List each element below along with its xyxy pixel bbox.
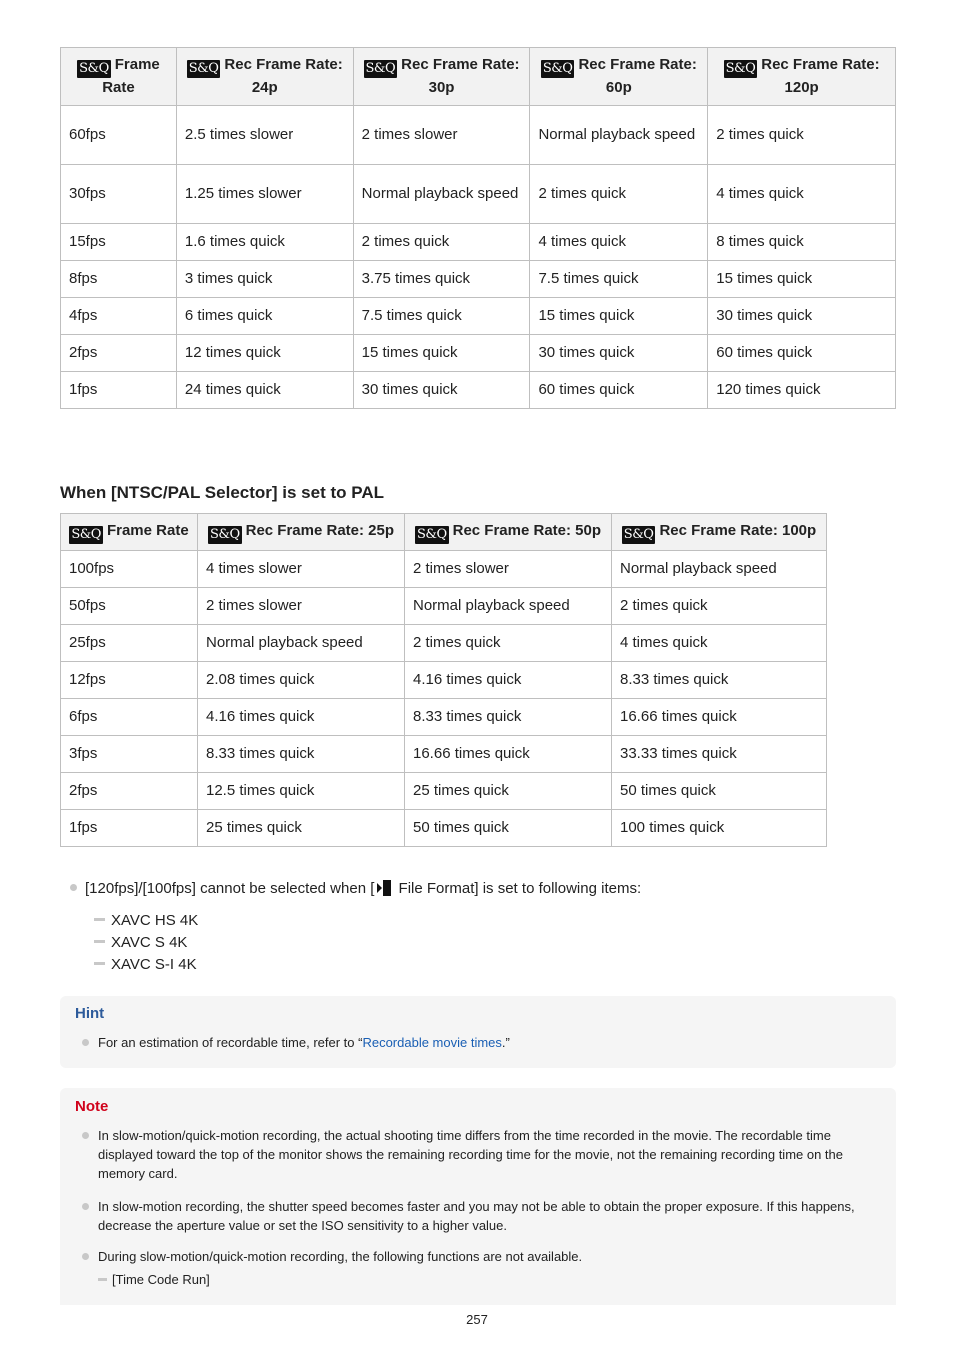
table-cell: 2 times quick <box>405 625 612 662</box>
table-row <box>61 298 896 335</box>
table-cell: 6 times quick <box>176 298 353 335</box>
header-rec-120p: S&Q Rec Frame Rate: 120p <box>708 48 896 106</box>
table-row <box>61 224 896 261</box>
page-number: 257 <box>466 1312 488 1327</box>
bullet-icon <box>82 1039 89 1046</box>
pal-section-title: When [NTSC/PAL Selector] is set to PAL <box>60 483 384 502</box>
list-item: XAVC S-I 4K <box>94 954 198 976</box>
table-row <box>61 551 827 588</box>
sq-icon: S&Q <box>71 526 101 542</box>
table-cell: 4.16 times quick <box>198 699 405 736</box>
file-format-list <box>94 910 198 976</box>
dash-icon <box>94 940 105 943</box>
note-box <box>60 1088 896 1305</box>
table-cell: Normal playback speed <box>198 625 405 662</box>
table-cell: 33.33 times quick <box>612 736 827 773</box>
header-frame-rate: S&Q Frame Rate <box>61 514 198 551</box>
table-row <box>61 588 827 625</box>
table-cell: 3.75 times quick <box>353 261 530 298</box>
table-cell: 3fps <box>61 736 198 773</box>
table-cell: 2 times quick <box>530 165 708 224</box>
table-cell: 60fps <box>61 106 177 165</box>
table-row <box>61 165 896 224</box>
sq-icon: S&Q <box>209 526 240 542</box>
note-sub-item: [Time Code Run] <box>98 1270 878 1289</box>
dash-icon <box>94 918 105 921</box>
file-format-restriction-note: [120fps]/[100fps] cannot be selected when [ File Format] is set to following items: <box>70 879 641 899</box>
sq-icon: S&Q <box>725 61 756 76</box>
table-cell: 6fps <box>61 699 198 736</box>
table-cell: 12 times quick <box>176 335 353 372</box>
table-cell: Normal playback speed <box>405 588 612 625</box>
header-rec-100p: S&Q Rec Frame Rate: 100p <box>612 514 827 551</box>
table-cell: 30 times quick <box>708 298 896 335</box>
table-cell: 100fps <box>61 551 198 588</box>
table-row <box>61 736 827 773</box>
table-cell: 2 times quick <box>708 106 896 165</box>
table-cell: 25 times quick <box>405 773 612 810</box>
list-item: XAVC S 4K <box>94 932 198 954</box>
table-cell: 2fps <box>61 773 198 810</box>
table-cell: 16.66 times quick <box>612 699 827 736</box>
table-cell: 2.5 times slower <box>176 106 353 165</box>
table-cell: 120 times quick <box>708 372 896 409</box>
hint-item: For an estimation of recordable time, refer to “Recordable movie times.” <box>98 1033 878 1052</box>
hint-box <box>60 996 896 1068</box>
table-cell: 4 times slower <box>198 551 405 588</box>
table-cell: Normal playback speed <box>612 551 827 588</box>
dash-icon <box>98 1278 107 1281</box>
sq-icon: S&Q <box>188 61 219 76</box>
table-cell: 15 times quick <box>708 261 896 298</box>
note-item: During slow-motion/quick-motion recording, the following functions are not available. <box>98 1247 878 1266</box>
table-cell: Normal playback speed <box>353 165 530 224</box>
table-cell: 2 times slower <box>198 588 405 625</box>
table-cell: 2 times quick <box>353 224 530 261</box>
table-cell: 30 times quick <box>530 335 708 372</box>
bullet-icon <box>82 1203 89 1210</box>
table-cell: 15fps <box>61 224 177 261</box>
table-cell: 2 times slower <box>353 106 530 165</box>
table-cell: 15 times quick <box>353 335 530 372</box>
dash-icon <box>94 962 105 965</box>
table-header-row <box>61 514 827 551</box>
table-row <box>61 810 827 847</box>
pal-speed-table <box>60 513 827 847</box>
table-cell: 30 times quick <box>353 372 530 409</box>
table-cell: 3 times quick <box>176 261 353 298</box>
table-cell: 24 times quick <box>176 372 353 409</box>
table-cell: 4fps <box>61 298 177 335</box>
note-item: In slow-motion/quick-motion recording, the actual shooting time differs from the time recorded in the movie. The recordable time displayed toward the top of the monitor shows the remaining recording time for the movie, not the remaining recording time on the memory card. <box>98 1126 878 1183</box>
table-cell: 8 times quick <box>708 224 896 261</box>
note-title: Note <box>75 1098 109 1115</box>
bullet-icon <box>70 884 77 891</box>
table-cell: 8.33 times quick <box>612 662 827 699</box>
table-cell: 1fps <box>61 810 198 847</box>
note-item: In slow-motion recording, the shutter speed becomes faster and you may not be able to obtain the proper exposure. If this happens, decrease the aperture value or set the ISO sensitivity to a higher value. <box>98 1197 878 1235</box>
sq-icon: S&Q <box>416 526 447 542</box>
header-frame-rate: S&Q Frame Rate <box>61 48 177 106</box>
header-rec-25p: S&Q Rec Frame Rate: 25p <box>198 514 405 551</box>
table-cell: 1.6 times quick <box>176 224 353 261</box>
bullet-icon <box>82 1253 89 1260</box>
table-cell: 60 times quick <box>708 335 896 372</box>
table-cell: 4 times quick <box>708 165 896 224</box>
sq-icon: S&Q <box>365 61 396 76</box>
table-cell: 1.25 times slower <box>176 165 353 224</box>
table-cell: 12fps <box>61 662 198 699</box>
table-cell: 4 times quick <box>530 224 708 261</box>
table-row <box>61 335 896 372</box>
table-cell: 100 times quick <box>612 810 827 847</box>
hint-title: Hint <box>75 1005 105 1022</box>
table-cell: 25fps <box>61 625 198 662</box>
table-cell: 2 times slower <box>405 551 612 588</box>
table-cell: Normal playback speed <box>530 106 708 165</box>
table-cell: 2 times quick <box>612 588 827 625</box>
table-cell: 8.33 times quick <box>405 699 612 736</box>
recordable-movie-times-link[interactable]: Recordable movie times <box>362 1035 502 1050</box>
table-cell: 4.16 times quick <box>405 662 612 699</box>
ntsc-speed-table <box>60 47 896 409</box>
header-rec-60p: S&Q Rec Frame Rate: 60p <box>530 48 708 106</box>
table-row <box>61 699 827 736</box>
table-cell: 15 times quick <box>530 298 708 335</box>
bullet-icon <box>82 1132 89 1139</box>
table-cell: 2.08 times quick <box>198 662 405 699</box>
table-cell: 4 times quick <box>612 625 827 662</box>
header-rec-24p: S&Q Rec Frame Rate: 24p <box>176 48 353 106</box>
table-cell: 30fps <box>61 165 177 224</box>
table-header-row <box>61 48 896 106</box>
movie-icon <box>377 880 391 896</box>
table-cell: 1fps <box>61 372 177 409</box>
table-row <box>61 106 896 165</box>
header-rec-50p: S&Q Rec Frame Rate: 50p <box>405 514 612 551</box>
table-cell: 7.5 times quick <box>530 261 708 298</box>
sq-icon: S&Q <box>79 61 109 76</box>
table-cell: 50 times quick <box>612 773 827 810</box>
table-cell: 8fps <box>61 261 177 298</box>
table-cell: 2fps <box>61 335 177 372</box>
table-cell: 7.5 times quick <box>353 298 530 335</box>
table-cell: 8.33 times quick <box>198 736 405 773</box>
table-row <box>61 261 896 298</box>
table-cell: 60 times quick <box>530 372 708 409</box>
table-row <box>61 372 896 409</box>
table-row <box>61 773 827 810</box>
table-cell: 25 times quick <box>198 810 405 847</box>
table-cell: 50fps <box>61 588 198 625</box>
sq-icon: S&Q <box>623 526 654 542</box>
table-cell: 50 times quick <box>405 810 612 847</box>
header-rec-30p: S&Q Rec Frame Rate: 30p <box>353 48 530 106</box>
table-row <box>61 662 827 699</box>
list-item: XAVC HS 4K <box>94 910 198 932</box>
table-cell: 12.5 times quick <box>198 773 405 810</box>
sq-icon: S&Q <box>542 61 573 76</box>
table-cell: 16.66 times quick <box>405 736 612 773</box>
table-row <box>61 625 827 662</box>
